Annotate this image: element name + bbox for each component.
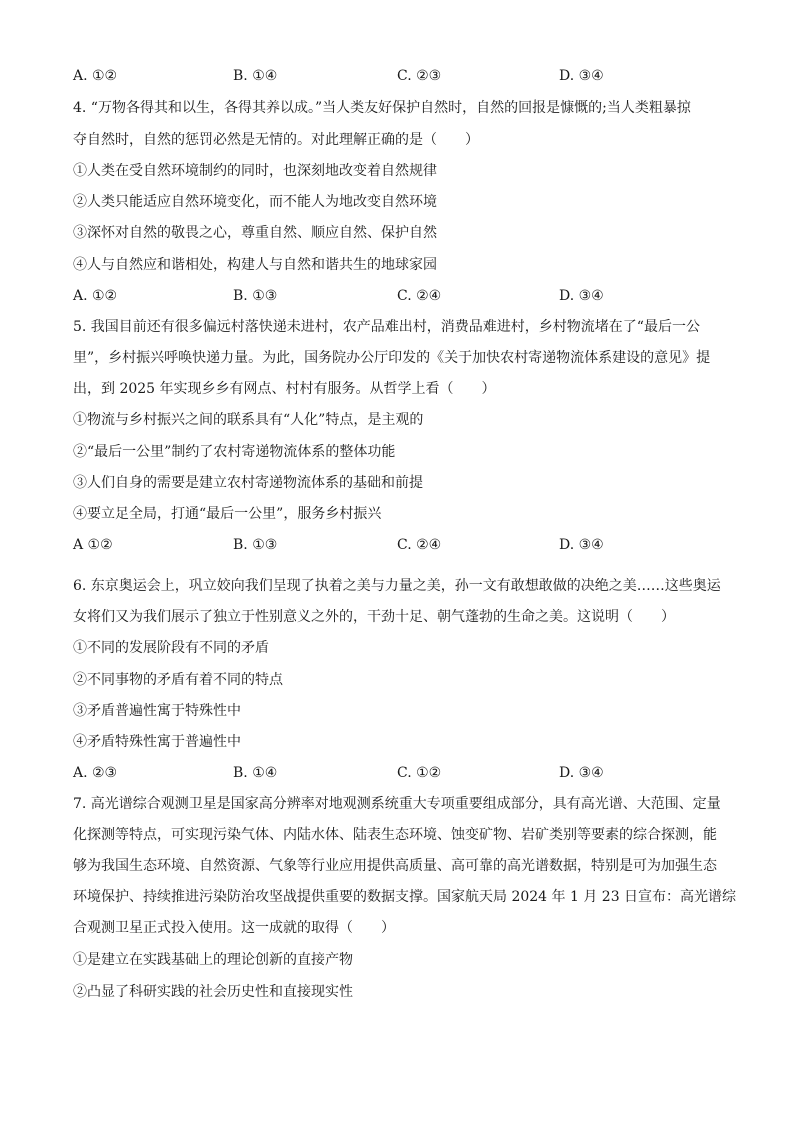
q4-option-c[interactable]: C. ②④ bbox=[397, 288, 442, 304]
q5-stem-line: 5. 我国目前还有很多偏远村落快递未进村，农产品难出村，消费品难进村，乡村物流堵在了“最后一公 bbox=[73, 319, 700, 335]
q3-options bbox=[73, 67, 733, 85]
q4-stem-line: 4. “万物各得其和以生，各得其养以成。”当人类友好保护自然时，自然的回报是慷慨的;当人类粗暴掠 bbox=[73, 100, 691, 116]
q6-statement: ④矛盾特殊性寓于普遍性中 bbox=[73, 734, 241, 750]
q7-stem-line: 7. 高光谱综合观测卫星是国家高分辨率对地观测系统重大专项重要组成部分，具有高光谱、大范围、定量 bbox=[73, 796, 721, 812]
q6-option-b[interactable]: B. ①④ bbox=[233, 765, 278, 781]
q5-statement: ④要立足全局，打通“最后一公里”，服务乡村振兴 bbox=[73, 506, 382, 522]
q3-option-b[interactable]: B. ①④ bbox=[233, 68, 278, 84]
q7-stem-line: 够为我国生态环境、自然资源、气象等行业应用提供高质量、高可靠的高光谱数据，特别是可为加强生态 bbox=[73, 858, 717, 874]
q7-stem-line: 合观测卫星正式投入使用。这一成就的取得（ ） bbox=[73, 920, 395, 936]
q3-option-d[interactable]: D. ③④ bbox=[559, 68, 604, 84]
q5-statement: ①物流与乡村振兴之间的联系具有“人化”特点，是主观的 bbox=[73, 412, 424, 428]
q4-option-d[interactable]: D. ③④ bbox=[559, 288, 604, 304]
q5-stem-line: 里”，乡村振兴呼唤快递力量。为此，国务院办公厅印发的《关于加快农村寄递物流体系建设的意见》提 bbox=[73, 350, 711, 366]
q3-option-c[interactable]: C. ②③ bbox=[397, 68, 442, 84]
q4-options bbox=[73, 287, 733, 305]
q4-statement: ③深怀对自然的敬畏之心，尊重自然、顺应自然、保护自然 bbox=[73, 225, 437, 241]
q6-stem-line: 女将们又为我们展示了独立于性别意义之外的，干劲十足、朝气蓬勃的生命之美。这说明（ ） bbox=[73, 609, 675, 625]
q4-option-b[interactable]: B. ①③ bbox=[233, 288, 278, 304]
q6-statement: ②不同事物的矛盾有着不同的特点 bbox=[73, 672, 283, 688]
q5-options bbox=[73, 536, 733, 554]
q4-statement: ②人类只能适应自然环境变化，而不能人为地改变自然环境 bbox=[73, 194, 437, 210]
q6-statement: ③矛盾普遍性寓于特殊性中 bbox=[73, 703, 241, 719]
q6-option-c[interactable]: C. ①② bbox=[397, 765, 442, 781]
q7-statement: ①是建立在实践基础上的理论创新的直接产物 bbox=[73, 952, 353, 968]
q7-statement: ②凸显了科研实践的社会历史性和直接现实性 bbox=[73, 984, 353, 1000]
q5-option-d[interactable]: D. ③④ bbox=[559, 537, 604, 553]
q6-stem-line: 6. 东京奥运会上，巩立姣向我们呈现了执着之美与力量之美，孙一文有敢想敢做的决绝之美……这些奥运 bbox=[73, 578, 721, 594]
q4-stem-line: 夺自然时，自然的惩罚必然是无情的。对此理解正确的是（ ） bbox=[73, 132, 479, 148]
q4-statement: ④人与自然应和谐相处，构建人与自然和谐共生的地球家园 bbox=[73, 257, 437, 273]
q7-stem-line: 化探测等特点，可实现污染气体、内陆水体、陆表生态环境、蚀变矿物、岩矿类别等要素的综合探测，能 bbox=[73, 827, 717, 843]
q5-stem-line: 出，到 2025 年实现乡乡有网点、村村有服务。从哲学上看（ ） bbox=[73, 381, 496, 397]
q7-stem-line: 环境保护、持续推进污染防治攻坚战提供重要的数据支撑。国家航天局 2024 年 1 月 23 日宣布：高光谱综 bbox=[73, 889, 737, 905]
q6-option-a[interactable]: A. ②③ bbox=[73, 765, 118, 781]
q5-option-b[interactable]: B. ①③ bbox=[233, 537, 278, 553]
q3-option-a[interactable]: A. ①② bbox=[73, 68, 118, 84]
q6-option-d[interactable]: D. ③④ bbox=[559, 765, 604, 781]
q5-statement: ②“最后一公里”制约了农村寄递物流体系的整体功能 bbox=[73, 444, 396, 460]
q5-option-a[interactable]: A ①② bbox=[73, 537, 113, 553]
q4-option-a[interactable]: A. ①② bbox=[73, 288, 118, 304]
q5-statement: ③人们自身的需要是建立农村寄递物流体系的基础和前提 bbox=[73, 475, 423, 491]
q5-option-c[interactable]: C. ②④ bbox=[397, 537, 442, 553]
q6-statement: ①不同的发展阶段有不同的矛盾 bbox=[73, 640, 269, 656]
q6-options bbox=[73, 764, 733, 782]
q4-statement: ①人类在受自然环境制约的同时，也深刻地改变着自然规律 bbox=[73, 163, 437, 179]
